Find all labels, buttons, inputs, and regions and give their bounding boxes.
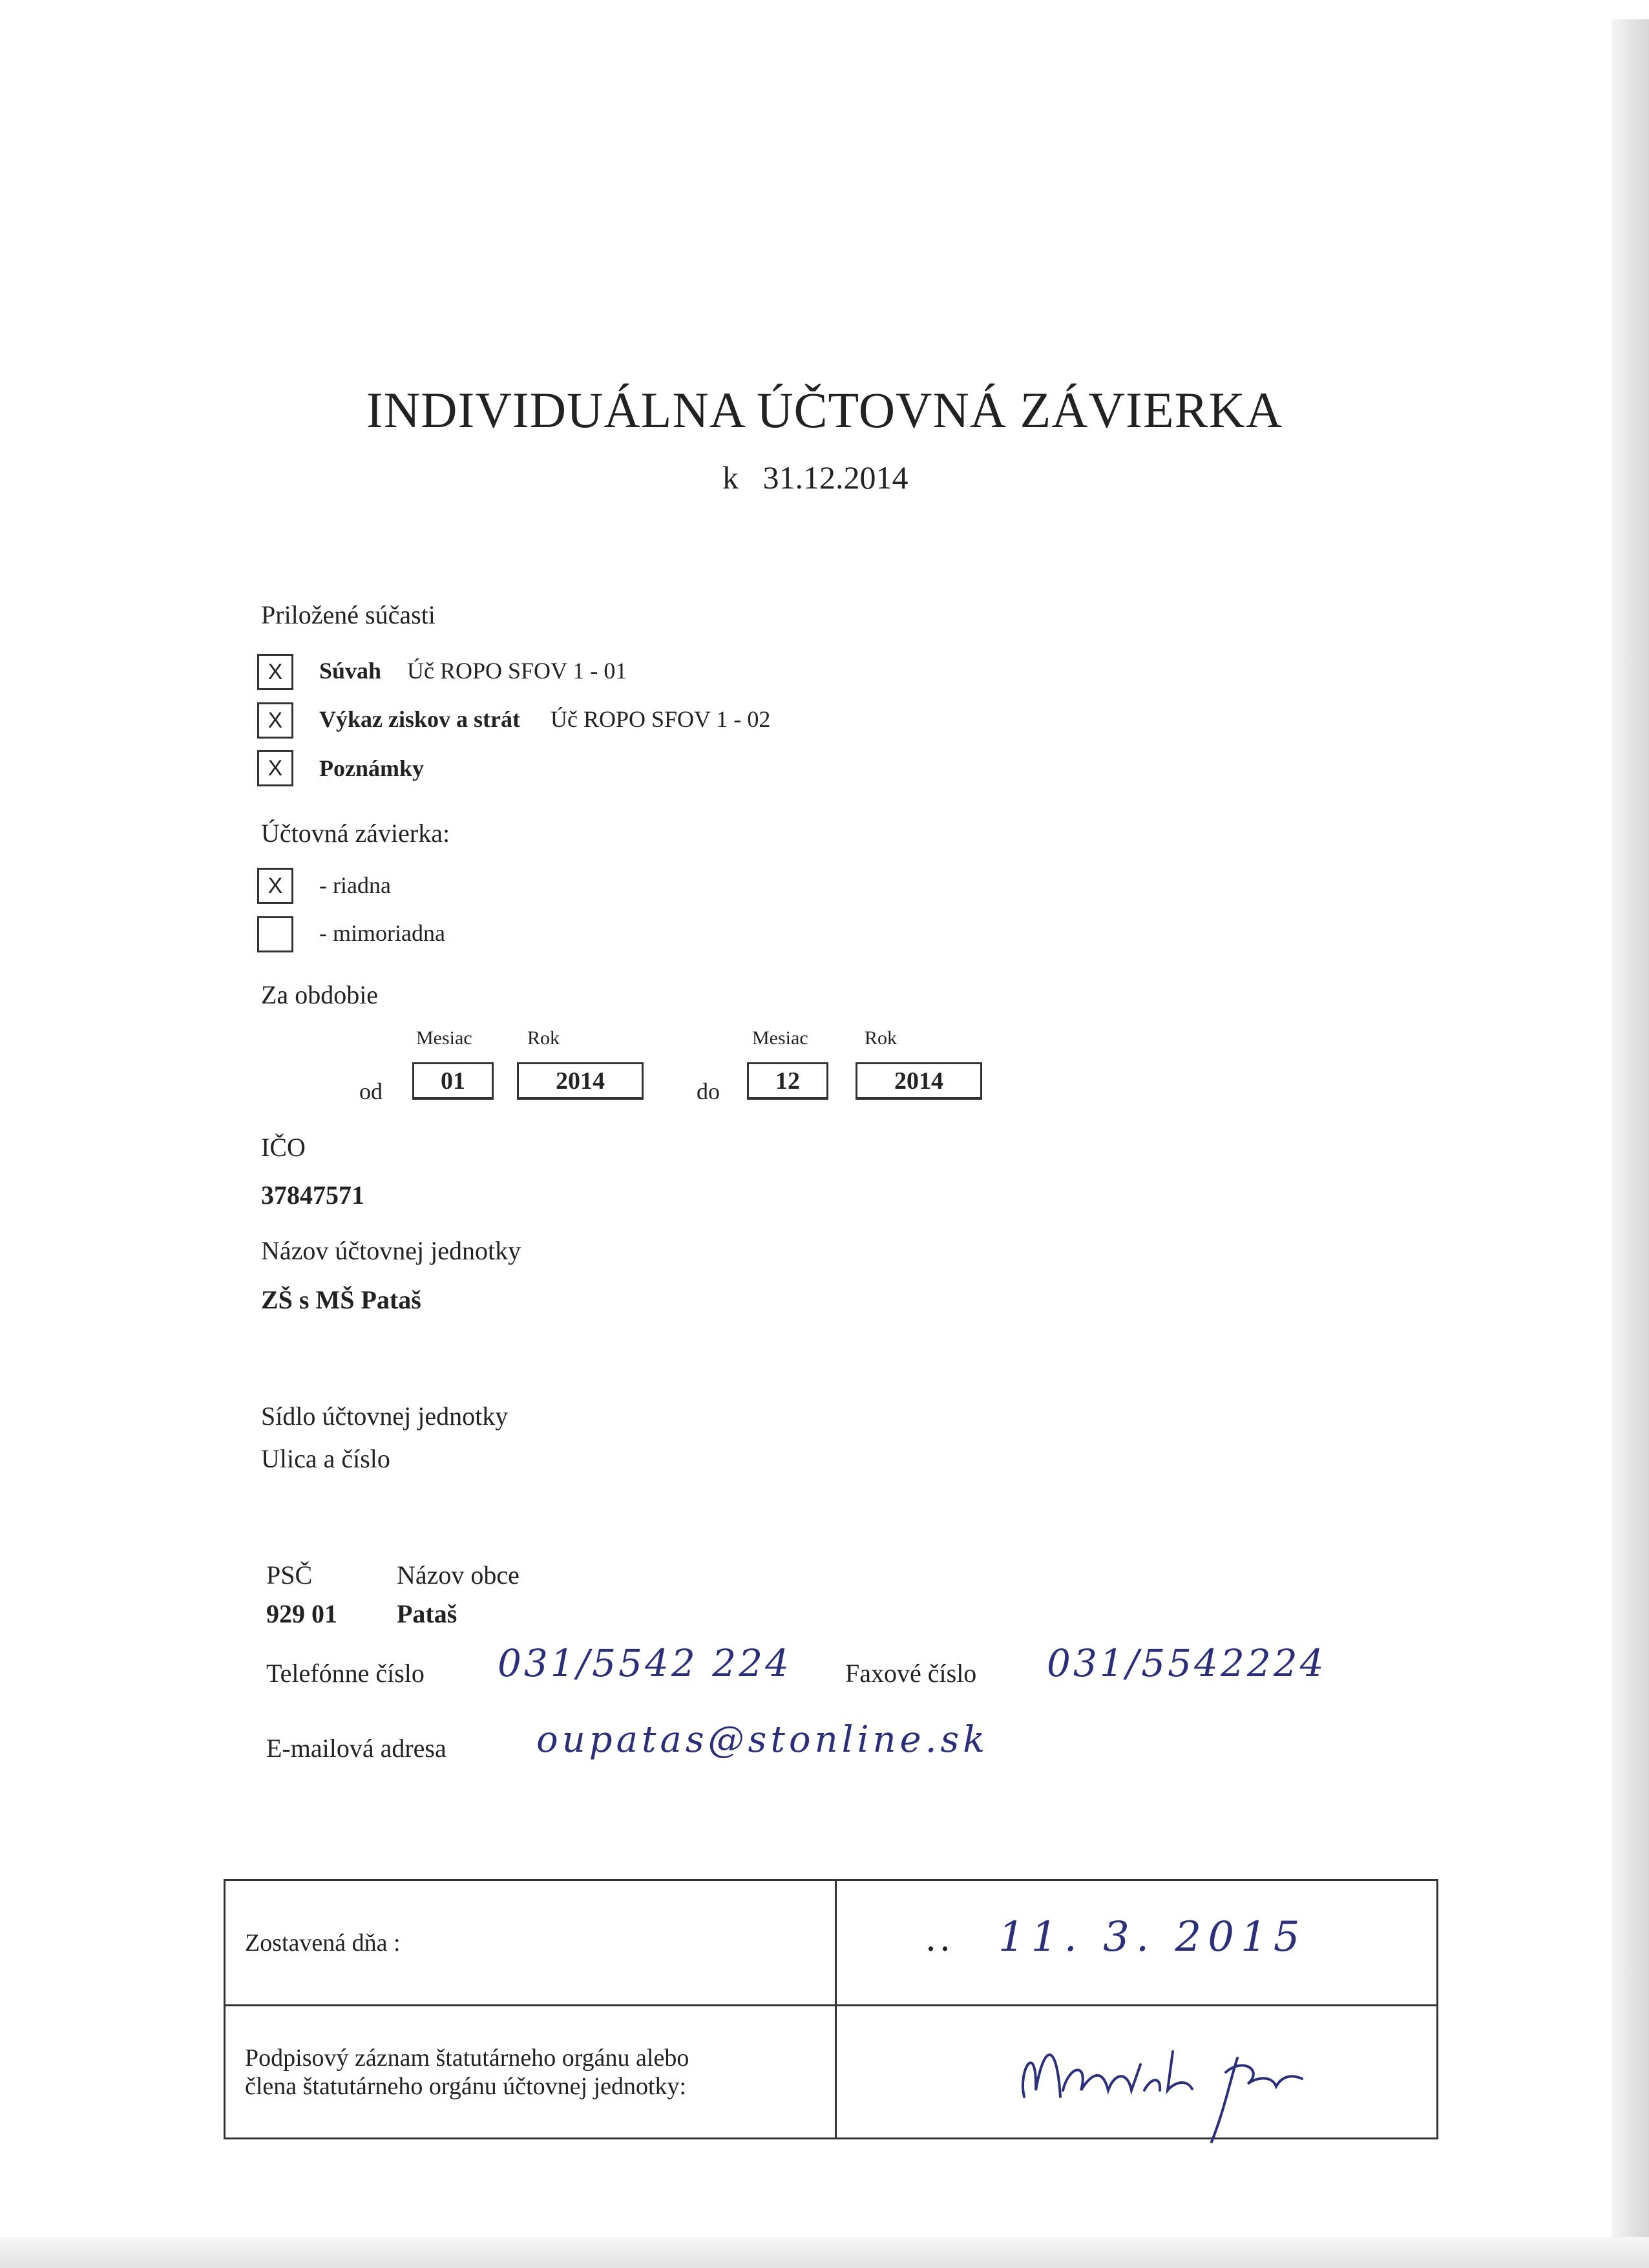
city-label: Názov obce (397, 1560, 520, 1590)
email-value: oupatas@stonline.sk (536, 1719, 989, 1761)
option-riadna: - riadna (319, 872, 391, 898)
from-label: od (359, 1078, 383, 1104)
phone-value: 031/5542 224 (498, 1641, 792, 1685)
from-year-label: Rok (527, 1027, 560, 1049)
attachment-name-poznamky: Poznámky (319, 755, 424, 781)
to-year-label: Rok (865, 1027, 898, 1049)
scan-edge-bottom (0, 2237, 1649, 2268)
ico-value: 37847571 (261, 1181, 364, 1210)
document-date: k 31.12.2014 (722, 459, 909, 496)
to-label: do (697, 1078, 720, 1104)
document-title: INDIVIDUÁLNA ÚČTOVNÁ ZÁVIERKA (366, 382, 1283, 438)
checkbox-vykaz[interactable]: X (257, 702, 293, 739)
checkbox-riadna[interactable]: X (257, 868, 293, 904)
to-month-field[interactable]: 12 (747, 1062, 828, 1100)
street-label: Ulica a číslo (261, 1444, 390, 1473)
fax-value: 031/5542224 (1047, 1641, 1327, 1685)
sign-label-cell (225, 2006, 836, 2139)
checkbox-suvah[interactable]: X (257, 654, 293, 690)
to-month-label: Mesiac (752, 1027, 808, 1049)
attachments-heading: Priložené súčasti (261, 600, 436, 629)
signature-image (998, 2000, 1360, 2148)
fax-label: Faxové číslo (845, 1659, 977, 1688)
date-value-cell (836, 1880, 1438, 2006)
psc-value: 929 01 (266, 1599, 337, 1628)
date-label: Zostavená dňa : (245, 1929, 401, 1957)
sign-label-line-1: Podpisový záznam štatutárneho orgánu alebo (245, 2044, 689, 2072)
from-month-field[interactable]: 01 (412, 1062, 494, 1100)
date-label-cell (225, 1880, 836, 2006)
date-dots: . . (927, 1926, 949, 1957)
closing-type-heading: Účtovná závierka: (261, 819, 450, 848)
email-label: E-mailová adresa (266, 1734, 446, 1763)
attachment-code-vykaz: Úč ROPO SFOV 1 - 02 (551, 706, 771, 732)
scan-edge-right (1612, 19, 1649, 2242)
to-year-field[interactable]: 2014 (856, 1062, 982, 1100)
city-value: Pataš (397, 1599, 457, 1628)
signature-table (224, 1879, 1438, 2139)
attachment-name-suvah: Súvah (319, 658, 382, 684)
attachment-code-suvah: Úč ROPO SFOV 1 - 01 (407, 658, 627, 684)
attachment-name-vykaz: Výkaz ziskov a strát (319, 706, 520, 732)
address-label: Sídlo účtovnej jednotky (261, 1402, 509, 1431)
date-value: 11. 3. 2015 (998, 1913, 1307, 1961)
phone-label: Telefónne číslo (266, 1659, 425, 1688)
signature-cell (836, 2006, 1438, 2139)
checkbox-mimoriadna[interactable] (257, 916, 293, 952)
from-month-label: Mesiac (416, 1027, 472, 1049)
entity-value: ZŠ s MŠ Pataš (261, 1285, 421, 1314)
from-year-field[interactable]: 2014 (517, 1062, 644, 1100)
option-mimoriadna: - mimoriadna (319, 920, 445, 946)
entity-label: Názov účtovnej jednotky (261, 1236, 521, 1265)
checkbox-poznamky[interactable]: X (257, 750, 293, 786)
ico-label: IČO (261, 1133, 306, 1162)
sign-label-line-2: člena štatutárneho orgánu účtovnej jednotky: (245, 2072, 687, 2100)
psc-label: PSČ (266, 1560, 313, 1590)
period-heading: Za obdobie (261, 980, 379, 1009)
